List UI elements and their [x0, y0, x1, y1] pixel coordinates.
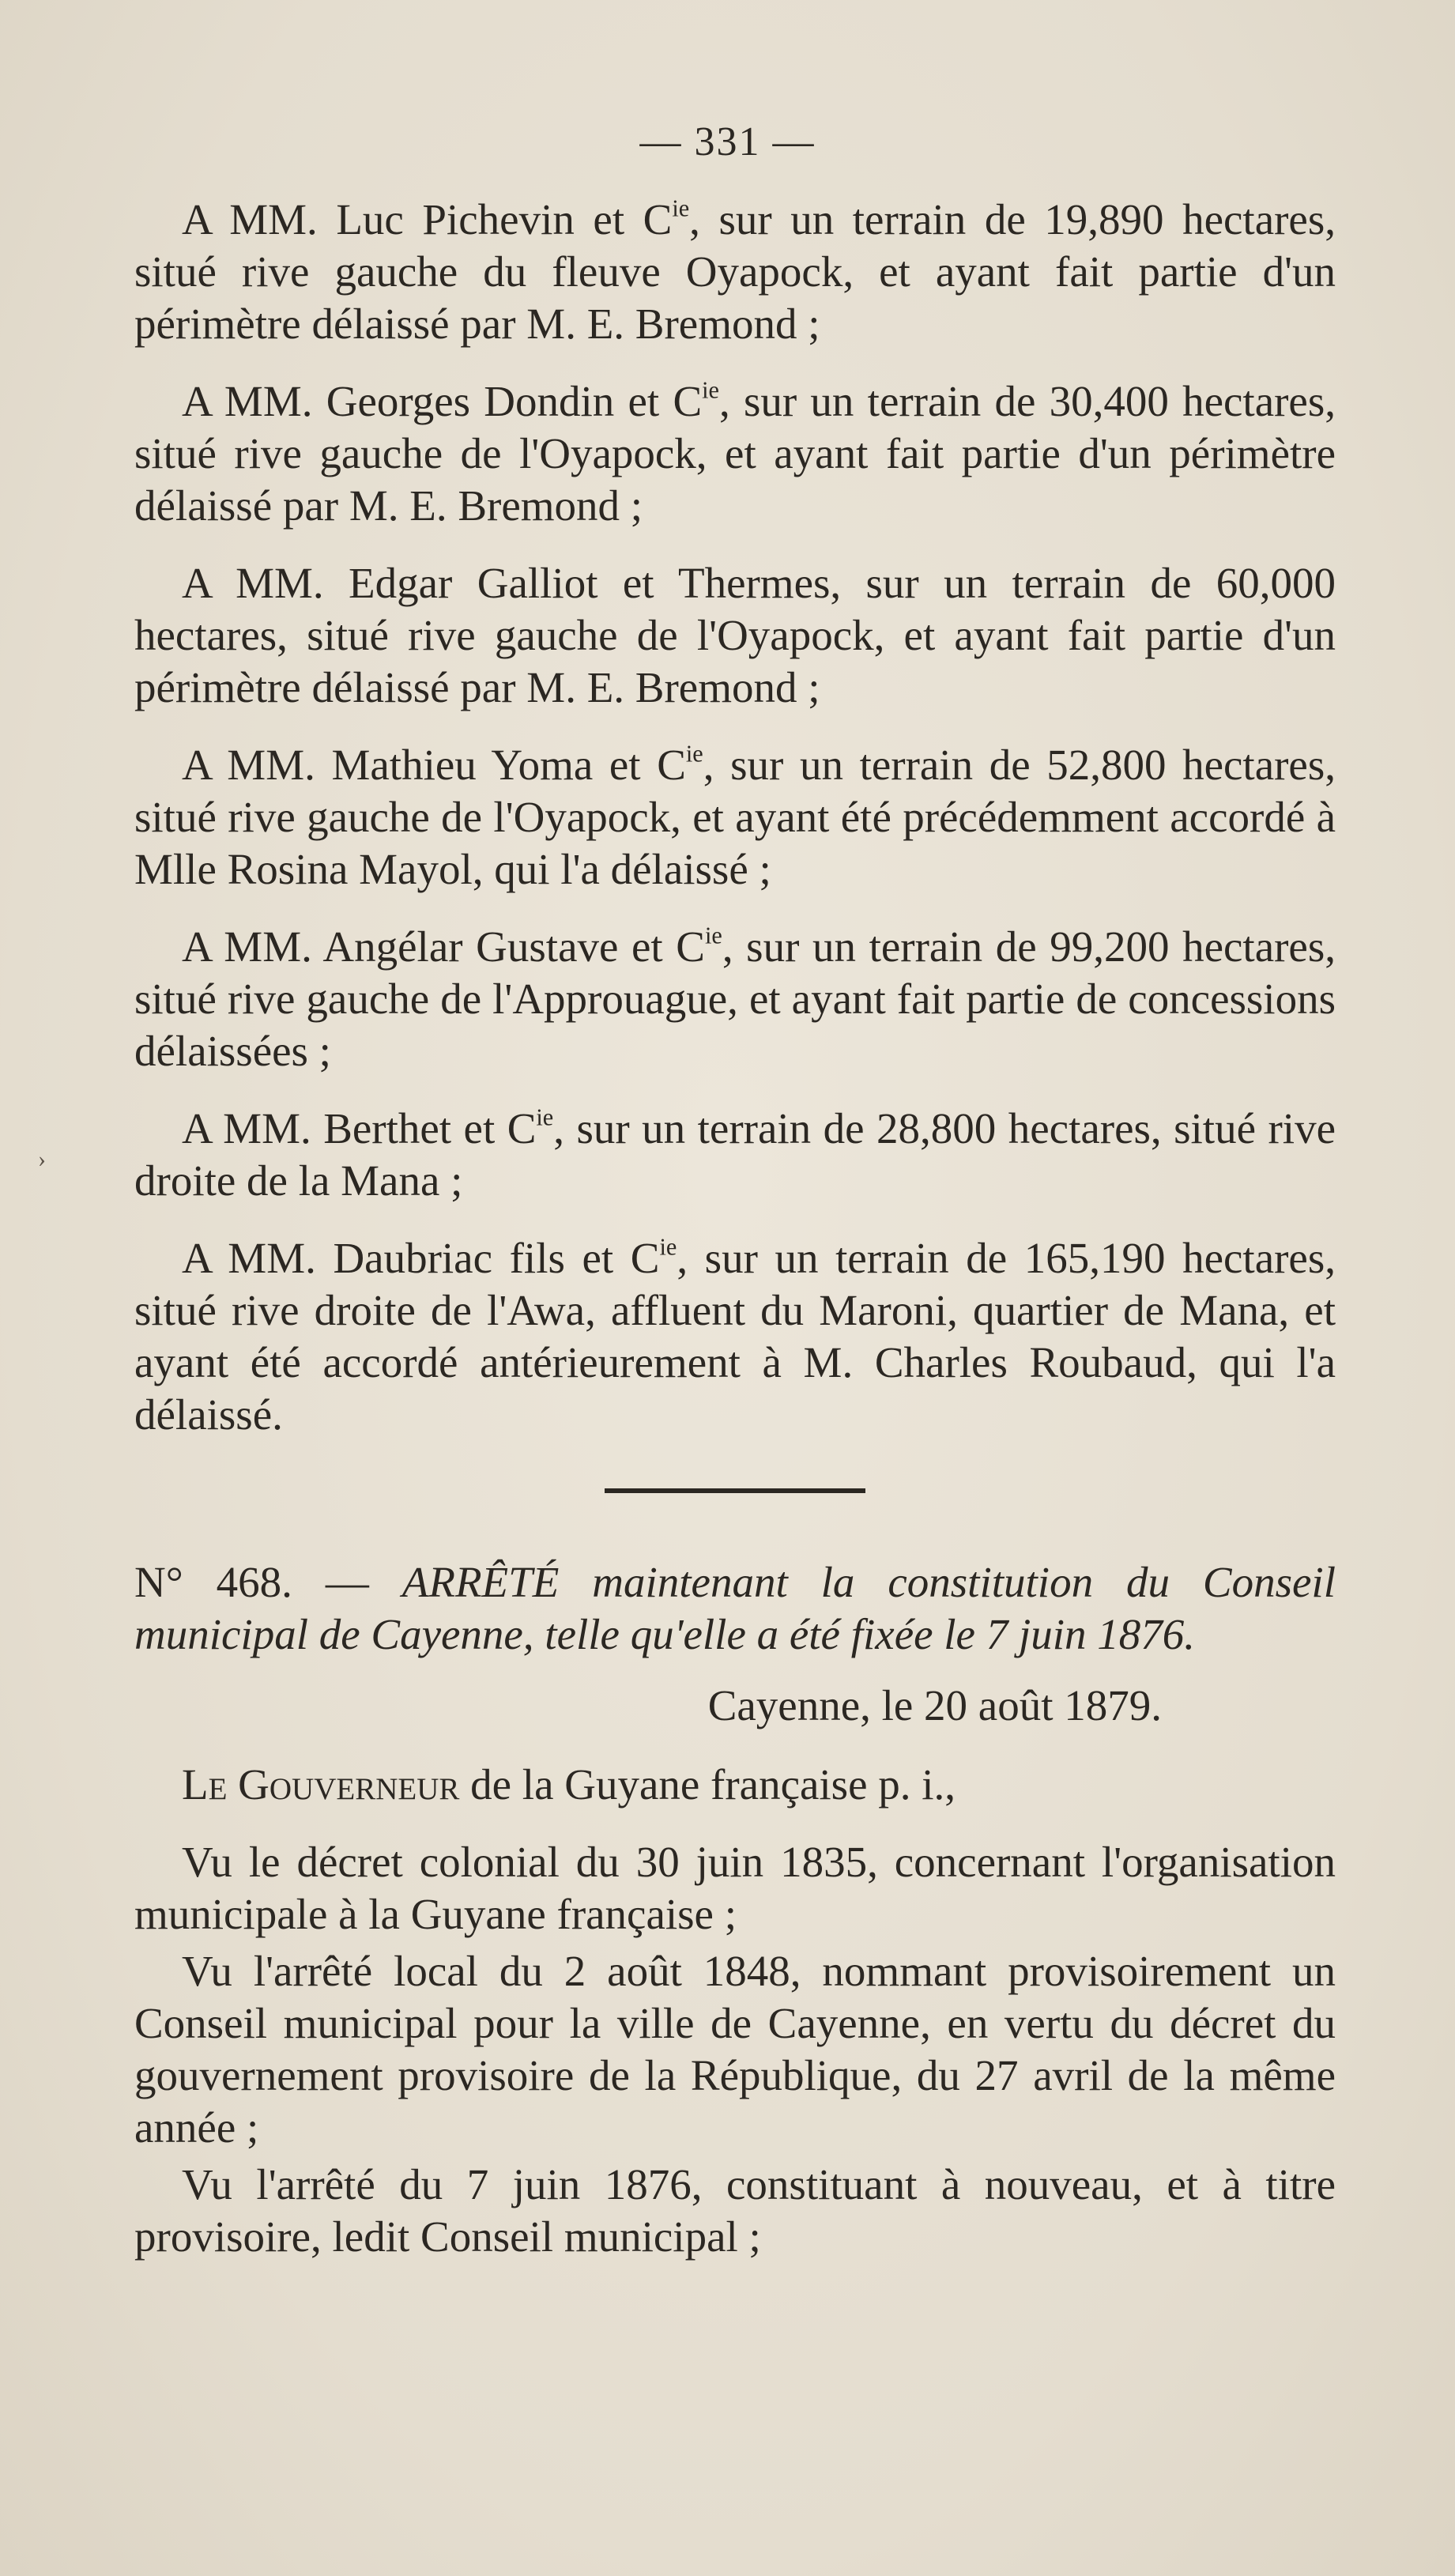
concession-paragraph: A MM. Georges Dondin et $C^{ie}$, sur un terrain de 30,400 hectares, situé rive gauche de l'Oyapock, et ayant fait partie d'un périmètre délaissé par M. E. Bremond ; — [134, 376, 1336, 530]
decree-title: ARRÊTÉ maintenant la constitution du Conseil municipal de Cayenne, telle qu'elle a été fixée le 7 juin 1876. — [134, 1558, 1336, 1658]
concession-paragraph: A MM. Mathieu Yoma et $C^{ie}$, sur un terrain de 52,800 hectares, situé rive gauche de l'Oyapock, et ayant été précédemment accordé à Mlle Rosina Mayol, qui l'a délaissé ; — [134, 740, 1336, 893]
concession-paragraph: A MM. Daubriac fils et $C^{ie}$, sur un terrain de 165,190 hectares, situé rive droite de l'Awa, affluent du Maroni, quartier de Mana, et ayant été accordé antérieurement à M. Charles Roubaud, qui l'a délaissé. — [134, 1233, 1336, 1439]
page-body — [134, 194, 1336, 2268]
decree-heading — [134, 1556, 1336, 1661]
consideration-paragraph: Vu l'arrêté du 7 juin 1876, constituant à nouveau, et à titre provisoire, ledit Conseil municipal ; — [134, 2160, 1336, 2261]
concession-paragraph: A MM. Angélar Gustave et $C^{ie}$, sur un terrain de 99,200 hectares, situé rive gauche de l'Approuague, et ayant fait partie de concessions délaissées ; — [134, 922, 1336, 1075]
margin-mark: › — [38, 1146, 46, 1172]
concession-paragraph: A MM. Berthet et $C^{ie}$, sur un terrain de 28,800 hectares, situé rive droite de la Mana ; — [134, 1103, 1336, 1205]
consideration-paragraph: Vu l'arrêté local du 2 août 1848, nommant provisoirement un Conseil municipal pour la ville de Cayenne, en vertu du décret du gouvernement provisoire de la République, du 27 avril de la même année ; — [134, 1947, 1336, 2152]
consideration-paragraph: Vu le décret colonial du 30 juin 1835, concernant l'organisation municipale à la Guyane française ; — [134, 1838, 1336, 1938]
governor-line: Le Gouverneur de la Guyane française p. i., — [182, 1760, 956, 1808]
concession-paragraph: A MM. Edgar Galliot et Thermes, sur un terrain de 60,000 hectares, situé rive gauche de l'Oyapock, et ayant fait partie d'un périmètre délaissé par M. E. Bremond ; — [134, 559, 1336, 711]
decree-number: N° 468. — — [134, 1558, 402, 1606]
dateline: Cayenne, le 20 août 1879. — [707, 1681, 1162, 1729]
page-number: — 331 — — [639, 119, 816, 164]
concession-paragraph: A MM. Luc Pichevin et $C^{ie}$, sur un terrain de 19,890 hectares, situé rive gauche du fleuve Oyapock, et ayant fait partie d'un périmètre délaissé par M. E. Bremond ; — [134, 194, 1336, 348]
section-divider — [605, 1488, 865, 1493]
